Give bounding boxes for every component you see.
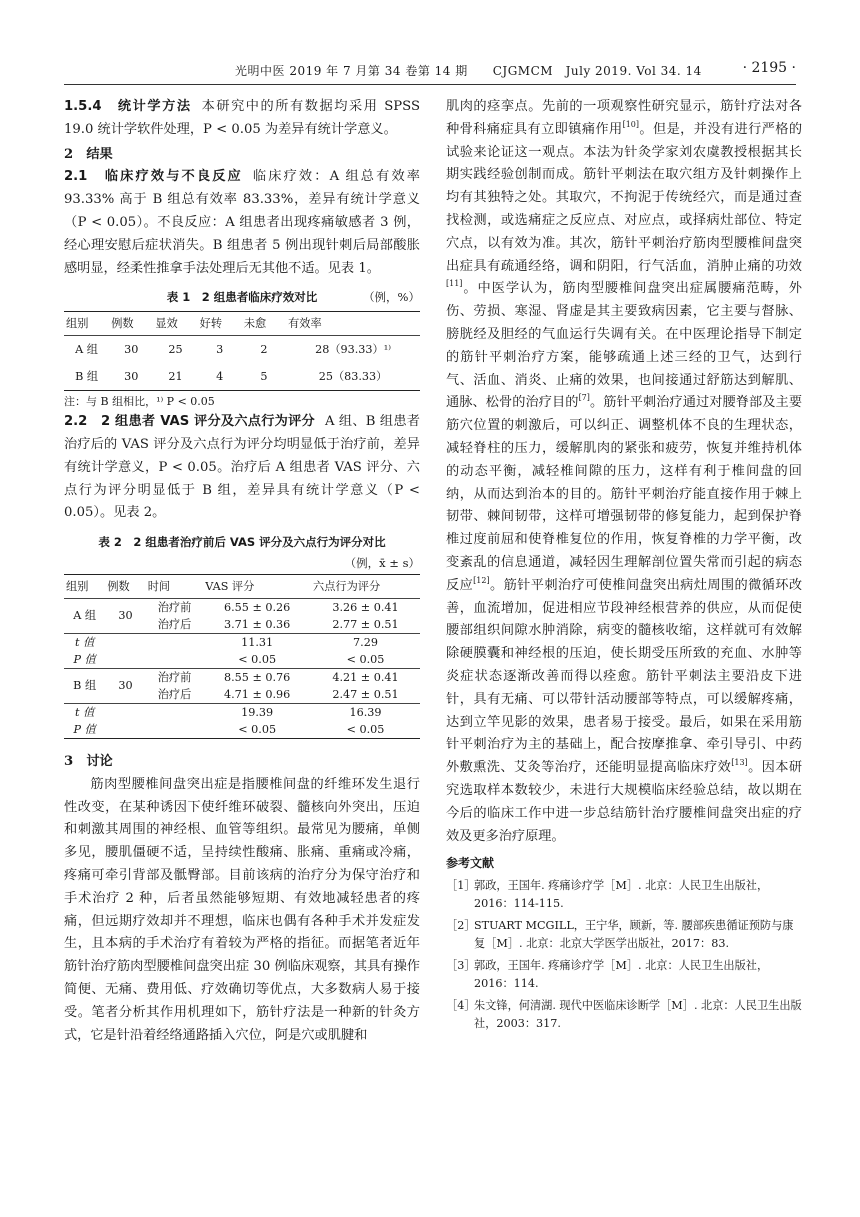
stat-cell: 19.39 — [203, 703, 311, 721]
table-row — [64, 721, 420, 739]
discussion-continued — [446, 96, 802, 848]
reference-list — [446, 877, 802, 1033]
empty-cell — [146, 721, 204, 739]
time-cell: 治疗后 — [157, 687, 192, 701]
col-header: 例数 — [105, 574, 145, 598]
table-cell: 30 — [124, 343, 139, 357]
section-2-1 — [64, 166, 420, 280]
ref-number: ［4］ — [446, 999, 476, 1013]
table-cell: B 组 — [75, 370, 99, 384]
table-row — [64, 598, 420, 616]
vas-cell: 6.55 ± 0.26 — [223, 600, 291, 614]
table2-unit: （例，x̄ ± s） — [344, 555, 420, 570]
table-cell: 4 — [216, 370, 224, 384]
table-cell: 5 — [260, 370, 268, 384]
table1 — [64, 311, 420, 391]
empty-cell — [146, 651, 204, 669]
col-header: VAS 评分 — [203, 574, 311, 598]
table-cell: 28（93.33）¹⁾ — [315, 343, 391, 357]
six-cell: 3.26 ± 0.41 — [332, 600, 399, 614]
text-run: 肌肉的痉挛点。先前的一项观察性研究显示，筋针疗法对各种骨科痛症具有立即镇痛作用 — [446, 99, 802, 137]
stat-cell: 7.29 — [311, 633, 420, 651]
stat-cell: 11.31 — [203, 633, 311, 651]
citation[interactable]: [10] — [622, 119, 640, 129]
table-row — [64, 668, 420, 686]
empty-cell — [105, 721, 145, 739]
table-cell: 25 — [168, 343, 183, 357]
page-number: · 2195 · — [742, 60, 796, 76]
table-row — [64, 651, 420, 669]
group-n: 30 — [105, 668, 145, 703]
table-row — [64, 363, 420, 391]
text-run: 。筋针平刺治疗可使椎间盘突出病灶周围的微循环改善，血流增加，促进相应节段神经根营养的供应，从而促使腰部组织间隙水肿消除，病变的髓核收缩，这样就可有效解除硬膜囊和神经根的压迫，使长期受压所致的充血、水肿等炎症状态逐渐改善而得以痊愈。筋针平刺法主要沿皮下进针，具有无痛、可以带针活动腰部等特点，可以缓解疼痛，达到立竿见影的效果，患者易于接受。最后，如果在采用筋针平刺治疗为主的基础上，配合按摩推拿、牵引导引、中药外敷熏洗、艾灸等治疗，还能明显提高临床疗效 — [446, 577, 803, 776]
stat-cell: < 0.05 — [238, 722, 277, 736]
text-run: 。中医学认为，筋肉型腰椎间盘突出症属腰痛范畴，外伤、劳损、寒湿、肾虚是其主要致病因素，它主要与督脉、膀胱经及胆经的气血运行失调有关。在中医理论指导下制定的筋针平刺治疗方案，能够疏通上述三经的卫气，达到行气、活血、消炎、止痛的效果，也间接通过舒筋达到解肌、通脉、松骨的治疗目的 — [446, 281, 802, 411]
table-cell: 30 — [124, 370, 139, 384]
section-3-heading: 3 讨论 — [64, 753, 113, 769]
vas-cell: 4.71 ± 0.96 — [223, 687, 291, 701]
table1-unit: （例，%） — [363, 290, 420, 305]
table1-note: 注：与 B 组相比，¹⁾ P < 0.05 — [64, 395, 215, 409]
section-2-2 — [64, 411, 420, 525]
col-header: 例数 — [109, 312, 153, 336]
empty-cell — [105, 651, 145, 669]
table-cell: 2 — [260, 343, 268, 357]
six-cell: 2.77 ± 0.51 — [332, 617, 399, 631]
col-header: 好转 — [198, 312, 242, 336]
ref-text: 郭政，王国年. 疼痛诊疗学［M］. 北京：人民卫生出版社，2016：114. — [474, 959, 769, 991]
table-cell: 25（83.33） — [318, 370, 388, 384]
col-header: 时间 — [146, 574, 204, 598]
citation[interactable]: [11] — [446, 279, 463, 289]
table-row — [64, 703, 420, 721]
right-column — [446, 96, 802, 1037]
col-header: 显效 — [153, 312, 197, 336]
discussion-paragraph: 筋肉型腰椎间盘突出症是指腰椎间盘的纤维环发生退行性改变，在某种诱因下使纤维环破裂、髓核向外突出，压迫和刺激其周围的神经根、血管等组织。最常见为腰痛，单侧多见，腰肌僵硬不适，呈持续性酸痛、胀痛、重痛或冷痛，疼痛可牵引背部及骶臀部。目前该病的治疗分为保守治疗和手术治疗 2 种，后者虽然能够短期、有效地减轻患者的疼痛，但远期疗效却并不理想，临床也偶有各种手术并发症发生，且本病的手术治疗有着较为严格的指征。而据笔者近年筋针治疗筋肉型腰椎间盘突出症 30 例临床观察，其具有操作简便、无痛、费用低、疗效确切等优点，大多数病人易于接受。笔者分析其作用机理如下，筋针疗法是一种新的针灸方式，它是针沿着经络通路插入穴位，阿是穴或肌腱和 — [64, 776, 420, 1043]
group-name: B 组 — [64, 668, 105, 703]
table-row — [64, 633, 420, 651]
table2-header-row — [64, 574, 420, 598]
section-label: 2.2 2 组患者 VAS 评分及六点行为评分 — [64, 414, 315, 430]
table2-caption: 表 2 2 组患者治疗前后 VAS 评分及六点行为评分对比 — [98, 535, 386, 550]
section-1-5-4 — [64, 96, 420, 142]
col-header: 六点行为评分 — [311, 574, 420, 598]
table1-header-row — [64, 312, 420, 336]
table1-caption — [64, 286, 420, 309]
citation[interactable]: [7] — [578, 393, 590, 403]
col-header: 未愈 — [242, 312, 286, 336]
section-label: 2.1 临床疗效与不良反应 — [64, 169, 243, 185]
ref-text: 朱文锋，何清湖. 现代中医临床诊断学［M］. 北京：人民卫生出版社，2003：317. — [474, 999, 802, 1031]
stat-cell: < 0.05 — [238, 652, 277, 666]
stat-label: P 值 — [73, 652, 96, 666]
stat-label: t 值 — [64, 633, 105, 651]
section-text: A 组、B 组患者治疗后的 VAS 评分及六点行为评分均明显低于治疗前，差异有统计学意义，P < 0.05。治疗后 A 组患者 VAS 评分、六点行为评分明显低于 B 组，差异具有统计学意义（P < 0.05）。见表 2。 — [64, 414, 420, 521]
ref-number: ［3］ — [446, 959, 476, 973]
group-name: A 组 — [73, 609, 97, 623]
text-run: 。但是，并没有进行严格的试验来论证这一观点。本法为针灸学家刘农虞教授根据其长期实践经验创制而成。筋针平刺法在取穴组方及针刺操作上均有其独特之处。其取穴，不拘泥于传统经穴，而是通过查找检测，或选痛症之反应点、对应点，或择病灶部位、特定穴点，以有效为准。其次，筋针平刺治疗筋肉型腰椎间盘突出症具有疏通经络，调和阴阳，行气活血，消肿止痛的功效 — [446, 121, 803, 274]
vas-cell: 3.71 ± 0.36 — [223, 617, 291, 631]
text-run: 。筋针平刺治疗通过对腰脊部及主要筋穴位置的刺激后，可以纠正、调整机体不良的生理状态，减轻脊柱的压力，缓解肌肉的紧张和疲劳，恢复并维持机体的动态平衡，减轻椎间隙的压力，这样有利于椎间盘的回纳，从而达到治本的目的。筋针平刺治疗能直接作用于棘上韧带、棘间韧带，这样可增强韧带的修复能力，起到保护脊椎过度前屈和使脊椎复位的作用，恢复脊椎的力学平衡，改变紊乱的信息通道，减轻因生理解剖位置失常而引起的病态反应 — [446, 395, 803, 593]
ref-number: ［1］ — [446, 879, 476, 893]
empty-cell — [146, 703, 204, 721]
citation[interactable]: [13] — [731, 758, 748, 768]
reference-item — [446, 877, 802, 913]
stat-cell: < 0.05 — [346, 652, 385, 666]
ref-text: 郭政，王国年. 疼痛诊疗学［M］. 北京：人民卫生出版社，2016：114-115. — [474, 879, 769, 911]
table-cell: A 组 — [75, 343, 98, 357]
col-header: 组别 — [64, 574, 105, 598]
header-rule — [64, 84, 796, 85]
time-cell: 治疗前 — [146, 668, 204, 686]
text-run: 。因本研究选取样本数较少，未进行大规模临床经验总结，故以期在今后的临床工作中进一步总结筋针治疗腰椎间盘突出症的疗效及更多治疗原理。 — [446, 760, 803, 844]
reference-item — [446, 917, 802, 953]
left-column — [64, 96, 420, 1047]
vas-cell: 8.55 ± 0.76 — [203, 668, 311, 686]
ref-text: STUART MCGILL，王宁华，顾新，等. 腰部疾患循证预防与康复［M］. 北京：北京大学医学出版社，2017：83. — [474, 919, 794, 951]
time-cell: 治疗后 — [157, 617, 192, 631]
six-cell: 4.21 ± 0.41 — [311, 668, 420, 686]
reference-item — [446, 997, 802, 1033]
empty-cell — [146, 633, 204, 651]
reference-item — [446, 957, 802, 993]
references-heading: 参考文献 — [446, 856, 495, 871]
six-cell: 2.47 ± 0.51 — [332, 687, 399, 701]
section-text: 临床疗效：A 组总有效率 93.33% 高于 B 组总有效率 83.33%，差异有统计学意义（P < 0.05）。不良反应：A 组患者出现疼痛敏感者 3 例，经心理安慰后症状消失。B 组患者 5 例出现针刺后局部酸胀感明显，经柔性推拿手法处理后无其他不适。见表 1。 — [64, 169, 420, 276]
stat-cell: < 0.05 — [346, 722, 385, 736]
col-header: 有效率 — [286, 312, 420, 336]
table-row — [64, 336, 420, 364]
citation[interactable]: [12] — [473, 575, 490, 585]
stat-label: P 值 — [73, 722, 96, 736]
section-2-heading: 2 结果 — [64, 146, 113, 162]
running-header — [0, 58, 860, 82]
stat-cell: 16.39 — [311, 703, 420, 721]
table2 — [64, 574, 420, 739]
table-cell: 3 — [216, 343, 224, 357]
empty-cell — [105, 703, 145, 721]
stat-label: t 值 — [64, 703, 105, 721]
section-label: 1.5.4 统计学方法 — [64, 99, 192, 114]
table1-title: 表 1 2 组患者临床疗效对比 — [166, 290, 318, 305]
ref-number: ［2］ — [446, 919, 476, 933]
col-header: 组别 — [64, 312, 109, 336]
journal-info: 光明中医 2019 年 7 月第 34 卷第 14 期 CJGMCM July 2019. Vol 34. 14 — [235, 64, 702, 78]
table-cell: 21 — [168, 370, 183, 384]
time-cell: 治疗前 — [157, 600, 192, 614]
empty-cell — [105, 633, 145, 651]
section-text: 本研究中的所有数据均采用 SPSS 19.0 统计学软件处理，P < 0.05 为差异有统计学意义。 — [64, 99, 421, 137]
group-n: 30 — [118, 609, 133, 623]
